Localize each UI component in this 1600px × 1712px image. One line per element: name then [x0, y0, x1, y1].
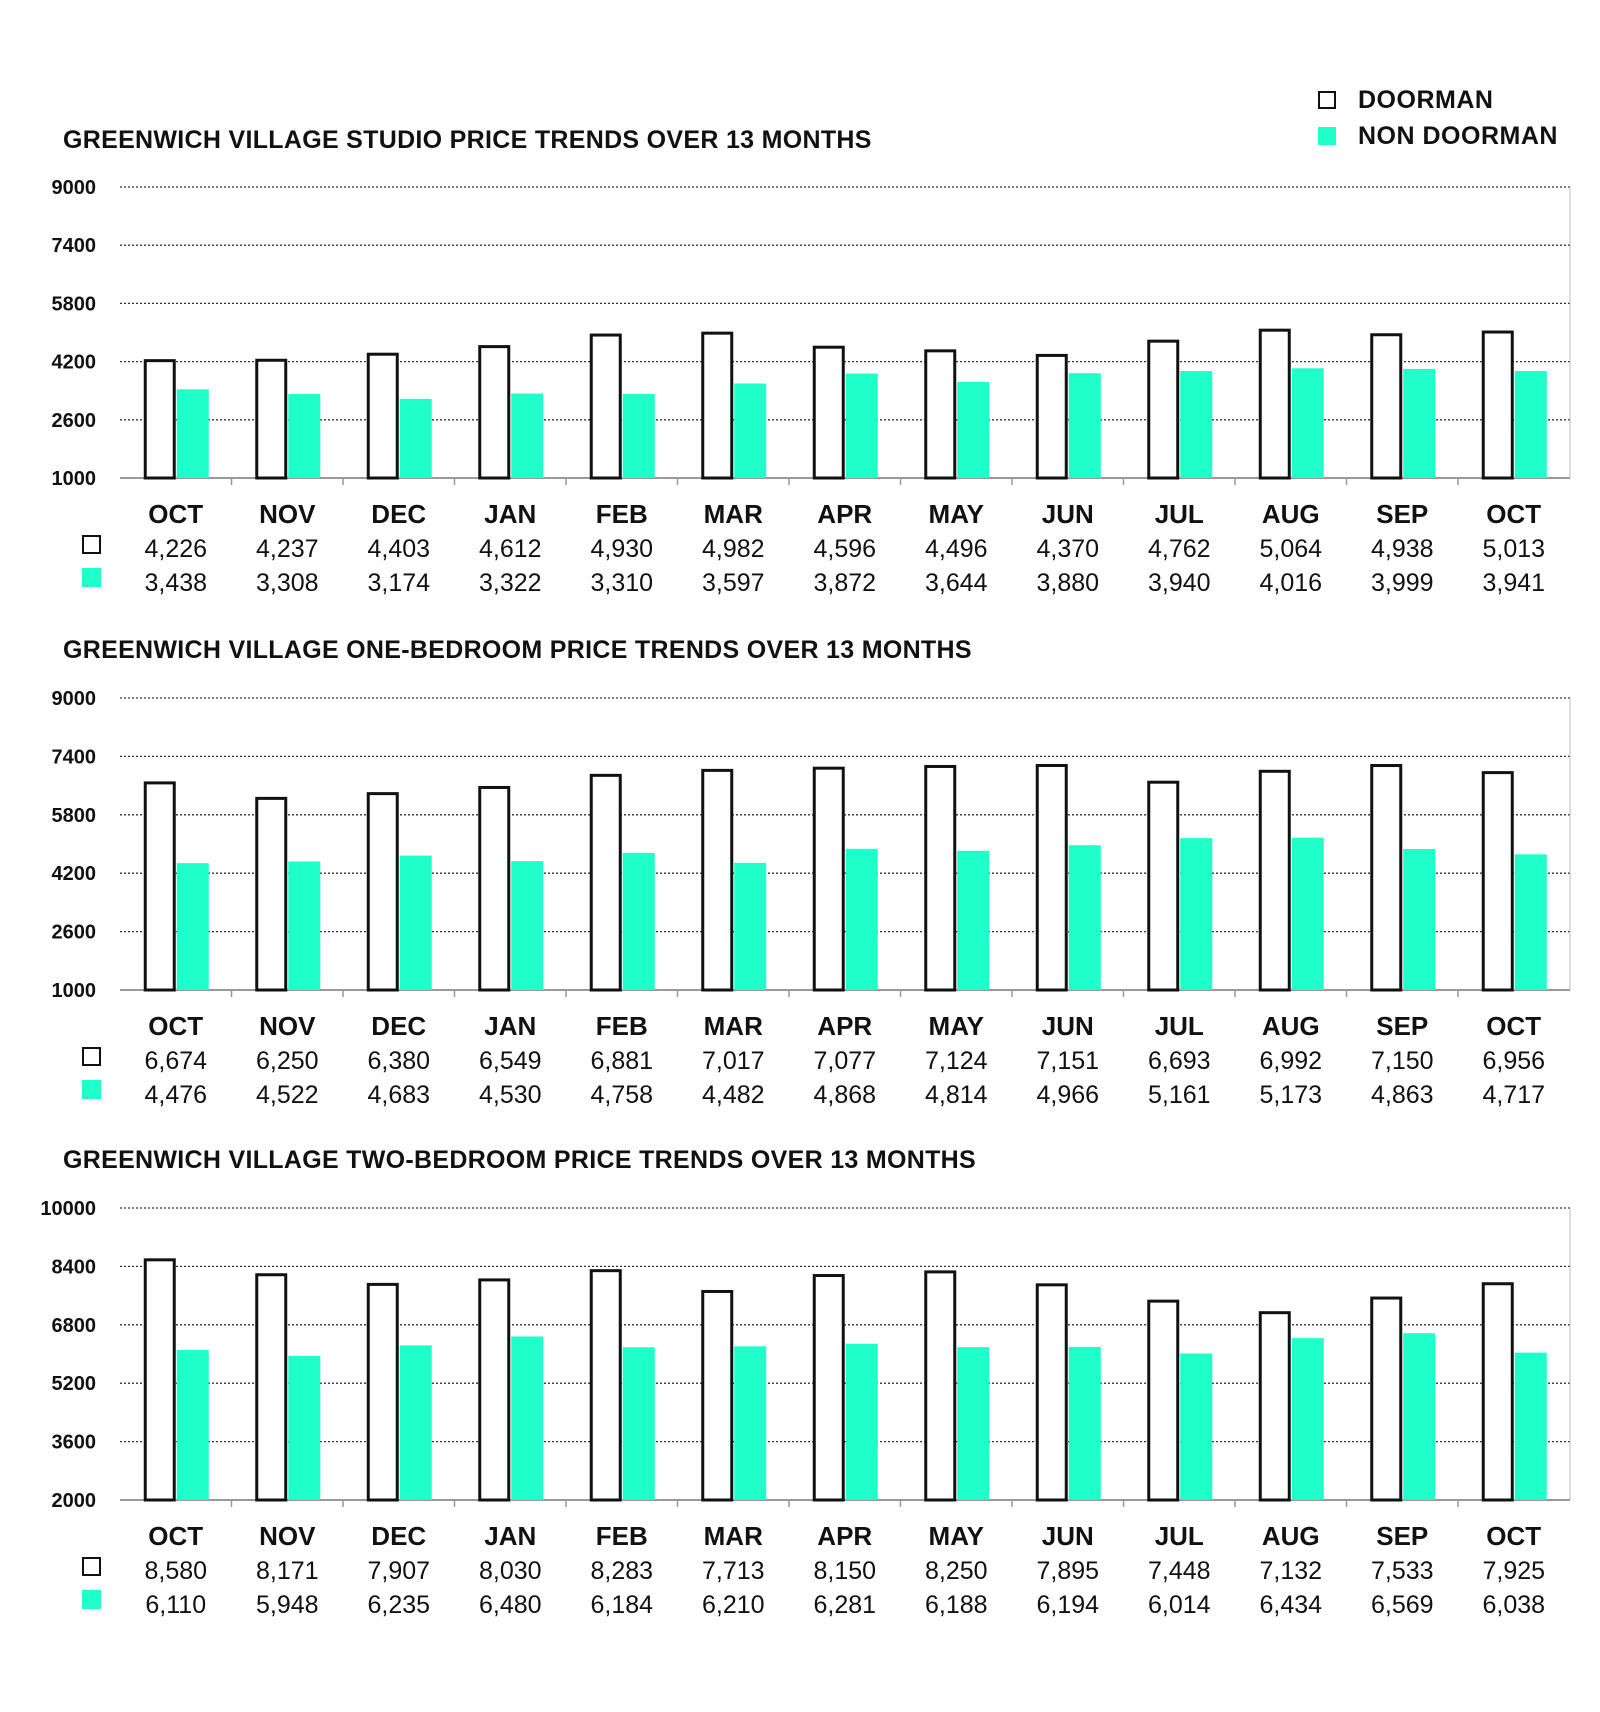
studio-non-doorman-value-label: 3,174: [367, 569, 431, 597]
studio-y-tick-label: 2600: [51, 409, 96, 432]
studio-non-doorman-bar: [957, 382, 989, 478]
one-bedroom-category-label: JAN: [484, 1011, 537, 1041]
two-bedroom-doorman-value-label: 7,895: [1036, 1557, 1100, 1585]
one-bedroom-non-doorman-bar: [957, 851, 989, 990]
one-bedroom-category-label: NOV: [259, 1011, 316, 1041]
one-bedroom-y-tick-label: 2600: [51, 921, 96, 944]
one-bedroom-non-doorman-bar: [623, 853, 655, 990]
one-bedroom-doorman-bar: [145, 783, 174, 990]
studio-non-doorman-value-label: 3,999: [1370, 569, 1434, 597]
two-bedroom-category-label: MAR: [703, 1521, 763, 1551]
one-bedroom-doorman-value-label: 7,077: [813, 1047, 877, 1075]
studio-doorman-value-label: 4,982: [701, 535, 765, 563]
legend-label-non-doorman: NON DOORMAN: [1358, 121, 1558, 150]
two-bedroom-non-doorman-bar: [400, 1345, 432, 1500]
two-bedroom-doorman-bar: [257, 1275, 286, 1500]
one-bedroom-non-doorman-bar: [288, 861, 320, 990]
studio-doorman-bar: [1149, 341, 1178, 478]
two-bedroom-non-doorman-value-label: 6,110: [145, 1591, 207, 1619]
one-bedroom-doorman-value-label: 6,250: [255, 1047, 319, 1075]
one-bedroom-doorman-bar: [926, 766, 955, 990]
studio-doorman-bar: [926, 351, 955, 478]
one-bedroom-doorman-value-label: 6,380: [367, 1047, 431, 1075]
studio-doorman-bar: [480, 347, 509, 478]
studio-doorman-bar: [1260, 330, 1289, 478]
two-bedroom-doorman-value-label: 8,250: [924, 1557, 988, 1585]
one-bedroom-doorman-bar: [1483, 773, 1512, 990]
one-bedroom-non-doorman-value-label: 4,683: [367, 1081, 431, 1109]
studio-doorman-bar: [814, 347, 843, 478]
two-bedroom-doorman-value-label: 8,283: [590, 1557, 654, 1585]
one-bedroom-non-doorman-value-label: 4,868: [813, 1081, 877, 1109]
studio-doorman-value-label: 4,596: [813, 535, 877, 563]
studio-non-doorman-value-label: 3,872: [813, 569, 877, 597]
studio-non-doorman-value-label: 3,308: [255, 569, 319, 597]
studio-category-label: MAR: [703, 499, 763, 529]
one-bedroom-category-label: MAR: [703, 1011, 763, 1041]
studio-doorman-value-label: 4,930: [590, 535, 654, 563]
studio-doorman-bar: [257, 360, 286, 478]
one-bedroom-category-label: AUG: [1261, 1011, 1320, 1041]
studio-doorman-value-label: 4,226: [144, 535, 208, 563]
studio-non-doorman-bar: [623, 394, 655, 478]
one-bedroom-doorman-value-label: 7,124: [924, 1047, 988, 1075]
studio-non-doorman-value-label: 4,016: [1259, 569, 1323, 597]
two-bedroom-y-tick-label: 8400: [51, 1256, 96, 1279]
studio-category-label: NOV: [259, 499, 316, 529]
studio-non-doorman-value-label: 3,597: [701, 569, 765, 597]
studio-non-doorman-bar: [1180, 371, 1212, 478]
studio-non-doorman-row-marker: [82, 568, 101, 587]
studio-category-label: OCT: [148, 499, 204, 529]
two-bedroom-doorman-bar: [145, 1260, 174, 1500]
studio-non-doorman-value-label: 3,880: [1036, 569, 1100, 597]
studio-category-label: FEB: [595, 499, 648, 529]
studio-doorman-value-label: 4,496: [924, 535, 988, 563]
one-bedroom-doorman-bar: [1149, 782, 1178, 990]
one-bedroom-doorman-bar: [257, 798, 286, 990]
two-bedroom-y-tick-label: 10000: [40, 1198, 96, 1220]
two-bedroom-doorman-bar: [926, 1272, 955, 1500]
two-bedroom-category-label: FEB: [595, 1521, 648, 1551]
two-bedroom-non-doorman-bar: [957, 1347, 989, 1500]
one-bedroom-non-doorman-bar: [1292, 838, 1324, 990]
two-bedroom-non-doorman-bar: [1069, 1347, 1101, 1500]
one-bedroom-category-label: JUN: [1041, 1011, 1094, 1041]
studio-category-label: OCT: [1486, 499, 1542, 529]
one-bedroom-y-tick-label: 1000: [51, 980, 96, 1002]
two-bedroom-y-tick-label: 6800: [51, 1314, 96, 1337]
studio-doorman-bar: [145, 361, 174, 478]
one-bedroom-category-label: FEB: [595, 1011, 648, 1041]
two-bedroom-doorman-row-marker: [83, 1558, 100, 1575]
two-bedroom-doorman-bar: [1149, 1301, 1178, 1500]
studio-doorman-row-marker: [83, 536, 100, 553]
one-bedroom-non-doorman-value-label: 4,522: [255, 1081, 319, 1109]
studio-non-doorman-bar: [1515, 371, 1547, 478]
one-bedroom-non-doorman-bar: [1403, 849, 1435, 990]
studio-doorman-value-label: 4,612: [478, 535, 542, 563]
one-bedroom-doorman-value-label: 6,549: [478, 1047, 542, 1075]
two-bedroom-doorman-bar: [1037, 1285, 1066, 1500]
two-bedroom-non-doorman-value-label: 6,569: [1370, 1591, 1434, 1619]
legend-label-doorman: DOORMAN: [1358, 85, 1494, 114]
studio-non-doorman-value-label: 3,644: [924, 569, 988, 597]
one-bedroom-doorman-value-label: 7,017: [701, 1047, 765, 1075]
one-bedroom-non-doorman-bar: [1515, 854, 1547, 990]
one-bedroom-non-doorman-row-marker: [82, 1080, 101, 1099]
two-bedroom-non-doorman-value-label: 6,480: [478, 1591, 542, 1619]
two-bedroom-doorman-value-label: 7,925: [1482, 1557, 1546, 1585]
studio-non-doorman-value-label: 3,322: [478, 569, 542, 597]
two-bedroom-category-label: NOV: [259, 1521, 316, 1551]
studio-category-label: SEP: [1376, 499, 1429, 529]
one-bedroom-category-label: SEP: [1376, 1011, 1429, 1041]
one-bedroom-doorman-bar: [1260, 771, 1289, 990]
one-bedroom-non-doorman-value-label: 5,173: [1259, 1081, 1323, 1109]
two-bedroom-non-doorman-value-label: 6,194: [1036, 1591, 1100, 1619]
two-bedroom-category-label: DEC: [371, 1521, 427, 1551]
studio-category-label: JUL: [1154, 499, 1204, 529]
one-bedroom-non-doorman-value-label: 5,161: [1147, 1081, 1211, 1109]
studio-y-tick-label: 5800: [51, 293, 96, 316]
studio-category-label: MAY: [928, 499, 984, 529]
two-bedroom-non-doorman-value-label: 6,235: [367, 1591, 431, 1619]
two-bedroom-category-label: JUL: [1154, 1521, 1204, 1551]
one-bedroom-non-doorman-value-label: 4,717: [1482, 1081, 1546, 1109]
one-bedroom-category-label: APR: [817, 1011, 873, 1041]
studio-doorman-value-label: 5,013: [1482, 535, 1546, 563]
one-bedroom-y-tick-label: 4200: [51, 863, 96, 886]
studio-category-label: APR: [817, 499, 873, 529]
studio-non-doorman-bar: [1292, 368, 1324, 478]
one-bedroom-non-doorman-value-label: 4,758: [590, 1081, 654, 1109]
two-bedroom-doorman-bar: [1260, 1313, 1289, 1500]
two-bedroom-non-doorman-bar: [1403, 1333, 1435, 1500]
two-bedroom-category-label: AUG: [1261, 1521, 1320, 1551]
two-bedroom-y-tick-label: 2000: [51, 1490, 96, 1512]
two-bedroom-non-doorman-value-label: 6,210: [701, 1591, 765, 1619]
one-bedroom-non-doorman-bar: [1069, 845, 1101, 990]
one-bedroom-non-doorman-value-label: 4,482: [701, 1081, 765, 1109]
one-bedroom-non-doorman-value-label: 4,863: [1370, 1081, 1434, 1109]
one-bedroom-doorman-value-label: 6,693: [1147, 1047, 1211, 1075]
studio-non-doorman-value-label: 3,940: [1147, 569, 1211, 597]
one-bedroom-non-doorman-bar: [734, 863, 766, 990]
one-bedroom-category-label: OCT: [1486, 1011, 1542, 1041]
two-bedroom-non-doorman-value-label: 6,014: [1147, 1591, 1211, 1619]
one-bedroom-doorman-row-marker: [83, 1048, 100, 1065]
two-bedroom-doorman-bar: [368, 1284, 397, 1500]
one-bedroom-doorman-bar: [368, 794, 397, 990]
two-bedroom-non-doorman-value-label: 6,434: [1259, 1591, 1323, 1619]
studio-non-doorman-bar: [177, 389, 209, 478]
two-bedroom-non-doorman-bar: [623, 1347, 655, 1500]
studio-doorman-value-label: 4,370: [1036, 535, 1100, 563]
studio-doorman-value-label: 4,403: [367, 535, 431, 563]
two-bedroom-doorman-bar: [591, 1271, 620, 1500]
studio-y-tick-label: 7400: [51, 235, 96, 258]
two-bedroom-doorman-value-label: 8,580: [144, 1557, 208, 1585]
one-bedroom-non-doorman-value-label: 4,476: [144, 1081, 208, 1109]
one-bedroom-y-tick-label: 9000: [51, 688, 96, 710]
two-bedroom-y-tick-label: 3600: [51, 1431, 96, 1454]
two-bedroom-category-label: MAY: [928, 1521, 984, 1551]
one-bedroom-doorman-value-label: 6,881: [590, 1047, 654, 1075]
one-bedroom-doorman-value-label: 7,151: [1036, 1047, 1100, 1075]
studio-non-doorman-value-label: 3,438: [144, 569, 208, 597]
studio-category-label: AUG: [1261, 499, 1320, 529]
one-bedroom-category-label: OCT: [148, 1011, 204, 1041]
one-bedroom-doorman-bar: [703, 770, 732, 990]
one-bedroom-doorman-bar: [480, 787, 509, 990]
two-bedroom-doorman-value-label: 8,030: [478, 1557, 542, 1585]
one-bedroom-doorman-bar: [814, 768, 843, 990]
studio-non-doorman-bar: [846, 374, 878, 478]
one-bedroom-non-doorman-value-label: 4,530: [478, 1081, 542, 1109]
two-bedroom-category-label: OCT: [1486, 1521, 1542, 1551]
one-bedroom-category-label: MAY: [928, 1011, 984, 1041]
studio-doorman-value-label: 4,237: [255, 535, 319, 563]
two-bedroom-category-label: OCT: [148, 1521, 204, 1551]
two-bedroom-doorman-bar: [814, 1276, 843, 1500]
studio-non-doorman-bar: [400, 399, 432, 478]
studio-doorman-bar: [1372, 335, 1401, 478]
studio-y-tick-label: 9000: [51, 177, 96, 199]
one-bedroom-doorman-value-label: 6,674: [144, 1047, 208, 1075]
studio-non-doorman-bar: [734, 384, 766, 478]
studio-category-label: JUN: [1041, 499, 1094, 529]
two-bedroom-non-doorman-bar: [1515, 1353, 1547, 1500]
studio-doorman-value-label: 4,938: [1370, 535, 1434, 563]
one-bedroom-y-tick-label: 5800: [51, 804, 96, 827]
two-bedroom-doorman-bar: [1483, 1284, 1512, 1500]
studio-non-doorman-bar: [1069, 373, 1101, 478]
studio-doorman-bar: [1483, 332, 1512, 478]
two-bedroom-non-doorman-value-label: 6,188: [924, 1591, 988, 1619]
two-bedroom-non-doorman-row-marker: [82, 1590, 101, 1609]
one-bedroom-doorman-bar: [1372, 766, 1401, 990]
two-bedroom-category-label: APR: [817, 1521, 873, 1551]
two-bedroom-non-doorman-bar: [1180, 1353, 1212, 1500]
studio-doorman-bar: [703, 333, 732, 478]
two-bedroom-doorman-bar: [703, 1291, 732, 1500]
studio-non-doorman-value-label: 3,310: [590, 569, 654, 597]
two-bedroom-doorman-value-label: 7,448: [1147, 1557, 1211, 1585]
two-bedroom-category-label: JAN: [484, 1521, 537, 1551]
two-bedroom-doorman-bar: [1372, 1298, 1401, 1500]
one-bedroom-y-tick-label: 7400: [51, 746, 96, 769]
one-bedroom-non-doorman-bar: [1180, 838, 1212, 990]
one-bedroom-category-label: DEC: [371, 1011, 427, 1041]
studio-doorman-bar: [368, 354, 397, 478]
one-bedroom-doorman-bar: [1037, 765, 1066, 990]
studio-y-tick-label: 1000: [51, 468, 96, 490]
two-bedroom-doorman-value-label: 7,533: [1370, 1557, 1434, 1585]
one-bedroom-doorman-value-label: 6,992: [1259, 1047, 1323, 1075]
two-bedroom-doorman-value-label: 8,150: [813, 1557, 877, 1585]
studio-category-label: DEC: [371, 499, 427, 529]
two-bedroom-non-doorman-value-label: 6,184: [590, 1591, 654, 1619]
two-bedroom-y-tick-label: 5200: [51, 1373, 96, 1396]
studio-non-doorman-bar: [288, 394, 320, 478]
two-bedroom-non-doorman-value-label: 5,948: [255, 1591, 319, 1619]
two-bedroom-non-doorman-value-label: 6,038: [1482, 1591, 1546, 1619]
studio-non-doorman-value-label: 3,941: [1482, 569, 1546, 597]
two-bedroom-doorman-value-label: 8,171: [255, 1557, 319, 1585]
two-bedroom-non-doorman-value-label: 6,281: [813, 1591, 877, 1619]
two-bedroom-non-doorman-bar: [177, 1350, 209, 1500]
studio-y-tick-label: 4200: [51, 351, 96, 374]
one-bedroom-doorman-bar: [591, 775, 620, 990]
two-bedroom-non-doorman-bar: [734, 1346, 766, 1500]
one-bedroom-doorman-value-label: 7,150: [1370, 1047, 1434, 1075]
studio-doorman-value-label: 4,762: [1147, 535, 1211, 563]
one-bedroom-doorman-value-label: 6,956: [1482, 1047, 1546, 1075]
studio-doorman-bar: [1037, 355, 1066, 478]
studio-non-doorman-bar: [1403, 369, 1435, 478]
studio-category-label: JAN: [484, 499, 537, 529]
two-bedroom-non-doorman-bar: [511, 1336, 543, 1500]
one-bedroom-non-doorman-bar: [177, 863, 209, 990]
two-bedroom-doorman-value-label: 7,713: [701, 1557, 765, 1585]
studio-non-doorman-bar: [511, 394, 543, 478]
two-bedroom-doorman-value-label: 7,132: [1259, 1557, 1323, 1585]
two-bedroom-category-label: JUN: [1041, 1521, 1094, 1551]
one-bedroom-non-doorman-bar: [400, 856, 432, 990]
two-bedroom-non-doorman-bar: [846, 1344, 878, 1500]
two-bedroom-chart-title: GREENWICH VILLAGE TWO-BEDROOM PRICE TRENDS OVER 13 MONTHS: [63, 1146, 976, 1174]
studio-chart-title: GREENWICH VILLAGE STUDIO PRICE TRENDS OVER 13 MONTHS: [63, 126, 872, 154]
two-bedroom-non-doorman-bar: [1292, 1338, 1324, 1500]
one-bedroom-non-doorman-bar: [511, 861, 543, 990]
two-bedroom-doorman-value-label: 7,907: [367, 1557, 431, 1585]
two-bedroom-doorman-bar: [480, 1280, 509, 1500]
two-bedroom-category-label: SEP: [1376, 1521, 1429, 1551]
studio-doorman-bar: [591, 335, 620, 478]
one-bedroom-chart-title: GREENWICH VILLAGE ONE-BEDROOM PRICE TRENDS OVER 13 MONTHS: [63, 636, 972, 664]
two-bedroom-non-doorman-bar: [288, 1356, 320, 1500]
one-bedroom-category-label: JUL: [1154, 1011, 1204, 1041]
studio-doorman-value-label: 5,064: [1259, 535, 1323, 563]
one-bedroom-non-doorman-bar: [846, 849, 878, 990]
one-bedroom-non-doorman-value-label: 4,814: [924, 1081, 988, 1109]
one-bedroom-non-doorman-value-label: 4,966: [1036, 1081, 1100, 1109]
